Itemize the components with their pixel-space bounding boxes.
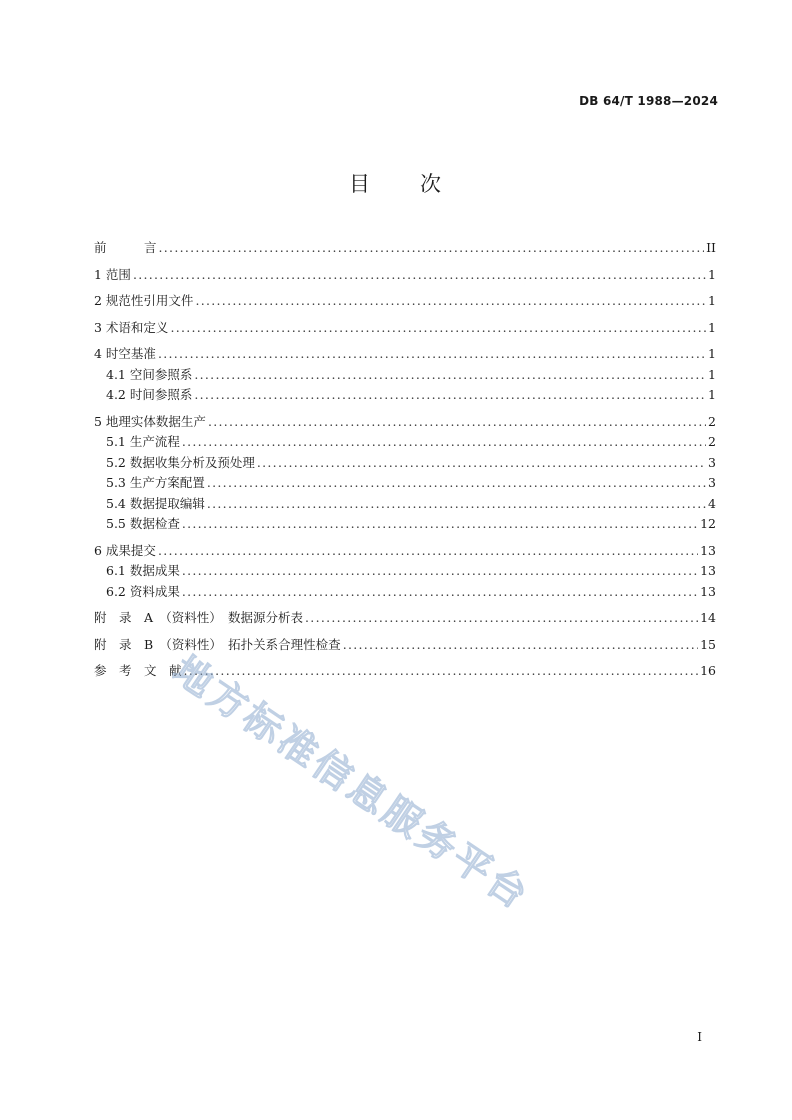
toc-entry-foreword[interactable]	[94, 238, 716, 259]
toc-entry-label: 6.2 资料成果	[106, 583, 180, 599]
title-right: 次	[420, 172, 443, 196]
toc-entry-label: 5.3 生产方案配置	[106, 475, 205, 490]
toc-leader	[133, 267, 706, 282]
toc-entry-page: 16	[700, 663, 716, 678]
toc-entry-label: 5.1 生产流程	[106, 434, 180, 449]
toc-entry-label: 5.4 数据提取编辑	[106, 495, 205, 511]
toc-entry-page: 13	[700, 583, 716, 599]
toc-entry-page: II	[706, 240, 716, 255]
toc-entry-page: 14	[700, 610, 716, 625]
page-title	[0, 168, 792, 198]
toc-leader	[182, 434, 706, 449]
toc-entry-label: 5.5 数据检查	[106, 516, 180, 531]
toc-entry-page: 12	[700, 516, 716, 531]
toc-leader	[208, 414, 706, 429]
toc-leader	[305, 610, 698, 625]
toc-entry-5-1[interactable]	[94, 432, 716, 453]
toc-entry-scope[interactable]	[94, 265, 716, 286]
toc-leader	[184, 663, 699, 678]
toc-entry-page: 1	[708, 387, 716, 402]
toc-entry-label: 前 言	[94, 240, 157, 255]
toc-entry-page: 1	[708, 366, 716, 382]
toc-leader	[170, 320, 706, 335]
toc-entry-5-4[interactable]	[94, 494, 716, 515]
toc-entry-page: 3	[708, 454, 716, 470]
toc-entry-label: 附 录 B （资料性） 拓扑关系合理性检查	[94, 636, 341, 652]
toc-entry-4-1[interactable]	[94, 365, 716, 386]
toc-leader	[207, 475, 706, 490]
toc-entry-label: 5 地理实体数据生产	[94, 413, 206, 429]
toc-entry-label: 5.2 数据收集分析及预处理	[106, 454, 255, 470]
toc-entry-label: 4.2 时间参照系	[106, 387, 193, 402]
toc-entry-label: 1 范围	[94, 266, 131, 282]
toc-entry-page: 2	[708, 413, 716, 429]
toc-entry-label: 3 术语和定义	[94, 319, 169, 335]
toc-entry-4-2[interactable]	[94, 385, 716, 406]
toc-entry-5-3[interactable]	[94, 473, 716, 494]
toc-entry-6-1[interactable]	[94, 561, 716, 582]
toc-entry-label: 6 成果提交	[94, 542, 156, 558]
toc-entry-page: 13	[700, 542, 716, 558]
toc-entry-results-submission[interactable]	[94, 541, 716, 562]
toc-entry-page: 4	[708, 495, 716, 511]
toc-entry-terms[interactable]	[94, 318, 716, 339]
footer-page-number: I	[697, 1030, 702, 1044]
toc-entry-page: 1	[708, 266, 716, 282]
toc-entry-page: 15	[700, 636, 716, 652]
toc-leader	[257, 455, 706, 470]
standard-code: DB 64/T 1988—2024	[579, 94, 718, 108]
toc-leader	[343, 637, 698, 652]
toc-entry-label: 4.1 空间参照系	[106, 366, 193, 382]
toc-entry-page: 13	[700, 563, 716, 578]
toc-entry-spatiotemporal-datum[interactable]	[94, 344, 716, 365]
title-left: 目	[349, 172, 372, 196]
toc-entry-6-2[interactable]	[94, 582, 716, 603]
toc-entry-appendix-b[interactable]	[94, 635, 716, 656]
toc-entry-normative-references[interactable]	[94, 291, 716, 312]
toc-entry-bibliography[interactable]	[94, 661, 716, 682]
toc-entry-label: 附 录 A （资料性） 数据源分析表	[94, 610, 304, 625]
toc-entry-page: 2	[708, 434, 716, 449]
toc-entry-label: 4 时空基准	[94, 346, 156, 361]
toc-entry-page: 3	[708, 475, 716, 490]
toc-leader	[182, 563, 698, 578]
table-of-contents	[94, 238, 716, 682]
toc-entry-page: 1	[708, 319, 716, 335]
toc-leader	[182, 584, 698, 599]
toc-leader	[194, 387, 706, 402]
toc-entry-label: 6.1 数据成果	[106, 563, 180, 578]
toc-entry-page: 1	[708, 346, 716, 361]
toc-leader	[182, 516, 698, 531]
toc-leader	[207, 496, 706, 511]
toc-leader	[158, 543, 698, 558]
watermark: 地方标准信息服务平台	[165, 647, 539, 919]
toc-entry-5-5[interactable]	[94, 514, 716, 535]
toc-entry-appendix-a[interactable]	[94, 608, 716, 629]
toc-entry-page: 1	[708, 293, 716, 308]
toc-entry-label: 2 规范性引用文件	[94, 293, 194, 308]
toc-entry-label: 参 考 文 献	[94, 663, 182, 678]
toc-leader	[158, 346, 706, 361]
toc-leader	[194, 367, 706, 382]
toc-leader	[159, 240, 705, 255]
toc-entry-5-2[interactable]	[94, 453, 716, 474]
toc-entry-geo-entity-production[interactable]	[94, 412, 716, 433]
toc-leader	[195, 293, 706, 308]
